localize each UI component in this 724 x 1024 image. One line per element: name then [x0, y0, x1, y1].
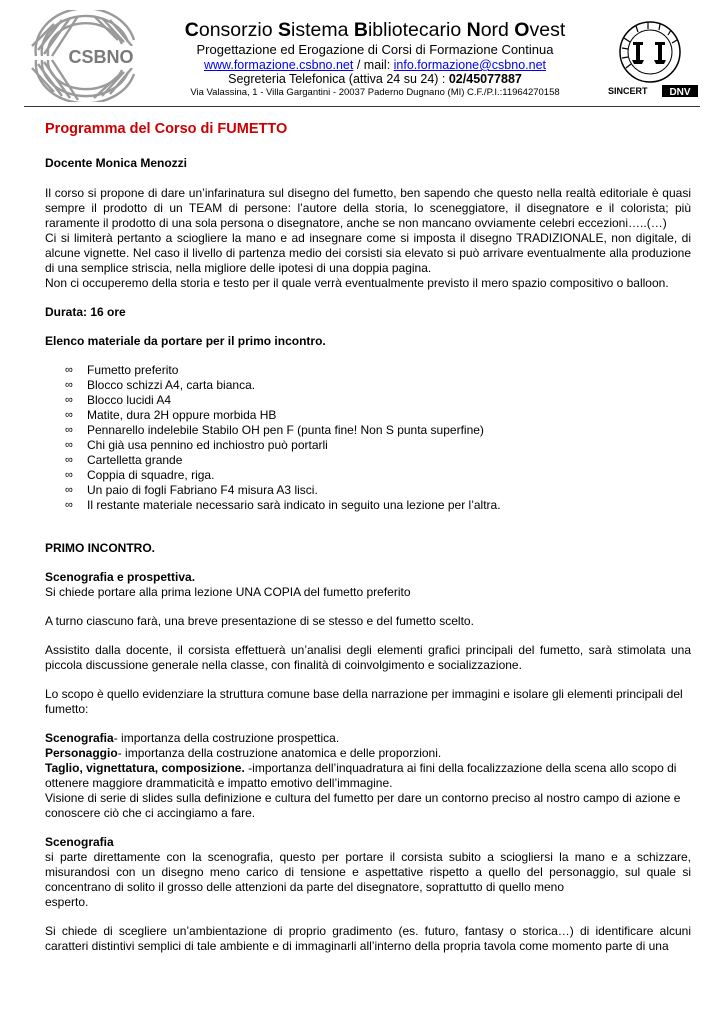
- infinity-bullet-icon: ∞: [65, 484, 73, 496]
- csbno-logo: [24, 10, 148, 102]
- logo-text: CSBNO: [68, 47, 134, 67]
- title-part: Nord: [466, 19, 515, 41]
- list-item: ∞ Chi già usa pennino ed inchiostro può portarli: [65, 438, 328, 452]
- list-item: ∞ Fumetto preferito: [65, 363, 179, 377]
- infinity-bullet-icon: ∞: [65, 394, 73, 406]
- email-link[interactable]: info.formazione@csbno.net: [393, 58, 547, 72]
- infinity-bullet-icon: ∞: [65, 469, 73, 481]
- infinity-bullet-icon: ∞: [65, 424, 73, 436]
- iso-certification-logo: [606, 18, 702, 100]
- definition-scenography: Scenografia- importanza della costruzione prospettica.: [45, 731, 340, 745]
- definition-character: Personaggio- importanza della costruzione anatomica e delle proporzioni.: [45, 746, 442, 760]
- title-part: Ovest: [514, 19, 566, 41]
- course-duration: Durata: 16 ore: [45, 305, 126, 319]
- mail-label: / mail:: [353, 58, 394, 72]
- goal-text: Lo scopo è quello evidenziare la struttura comune base della narrazione per immagini e isolare gli elementi principali del fumetto:: [45, 687, 683, 716]
- phone-label: Segreteria Telefonica (attiva 24 su 24) :: [228, 72, 449, 86]
- list-item: ∞ Il restante materiale necessario sarà indicato in seguito una lezione per l’altra.: [65, 498, 501, 512]
- intro-paragraph-2: Ci si limiterà pertanto a sciogliere la mano e ad insegnare come si imposta il disegno TRADIZIONALE, non digitale, di alcune vignette. Nel caso il livello di partenza medio dei corsisti sia elevato si può arrivare eventualmente alla produzione di una semplice striscia, nella migliore delle ipotesi di una doppia pagina.: [45, 231, 691, 275]
- list-item: ∞ Blocco schizzi A4, carta bianca.: [65, 378, 256, 392]
- first-meeting-heading: PRIMO INCONTRO.: [45, 541, 155, 555]
- scenography-text: si parte direttamente con la scenografia, questo per portare il corsista subito a sciogliersi la mano e a schizzare, misurandosi con un disegno meno carico di tensione e aspettative rispetto a quello del personaggio, sul quale si concentrano di solito il grosso delle attenzioni da parte del disegnatore, soprattutto di quello meno: [45, 850, 691, 894]
- intro-paragraph-3: Non ci occuperemo della storia e testo per il quale verrà eventualmente previsto il mero spazio compositivo o balloon.: [45, 276, 669, 290]
- comic-copy-request: Si chiede portare alla prima lezione UNA COPIA del fumetto preferito: [45, 585, 411, 599]
- infinity-bullet-icon: ∞: [65, 454, 73, 466]
- infinity-bullet-icon: ∞: [65, 364, 73, 376]
- scenography-perspective-heading: Scenografia e prospettiva.: [45, 570, 196, 584]
- list-item: ∞ Un paio di fogli Fabriano F4 misura A3 lisci.: [65, 483, 318, 497]
- analysis-text: Assistito dalla docente, il corsista effettuerà un’analisi degli elementi grafici principali del fumetto, sarà stimolata una piccola discussione generale nella classe, con finalità di coinvolgimento e socializzazione.: [45, 643, 691, 672]
- list-item: ∞ Pennarello indelebile Stabilo OH pen F (punta fine! Non S punta superfine): [65, 423, 484, 437]
- list-item: ∞ Cartelletta grande: [65, 453, 183, 467]
- materials-heading: Elenco materiale da portare per il primo incontro.: [45, 334, 326, 348]
- cert-brand-1: SINCERT: [608, 86, 648, 96]
- list-item: ∞ Blocco lucidi A4: [65, 393, 172, 407]
- address-line: Via Valassina, 1 - Villa Gargantini - 20037 Paderno Dugnano (MI) C.F./P.I.:11964270158: [190, 87, 560, 98]
- phone-line: [150, 72, 600, 87]
- definition-composition: Taglio, vignettatura, composizione. -importanza dell’inquadratura ai fini della focalizzazione della scena allo scopo di ottenere maggiore drammaticità e impatto emotivo dell’immagine.: [45, 761, 677, 790]
- scenography-text-tail: esperto.: [45, 895, 89, 909]
- materials-list: [45, 363, 691, 513]
- website-link[interactable]: www.formazione.csbno.net: [203, 58, 354, 72]
- teacher-name: Docente Monica Menozzi: [45, 156, 188, 170]
- phone-number: 02/45077887: [448, 72, 522, 86]
- title-part: Bibliotecario: [353, 19, 467, 41]
- title-part: Sistema: [277, 19, 354, 41]
- organization-subtitle: Progettazione ed Erogazione di Corsi di Formazione Continua: [196, 42, 554, 57]
- list-item: ∞ Matite, dura 2H oppure morbida HB: [65, 408, 277, 422]
- course-title: Programma del Corso di FUMETTO: [45, 121, 288, 137]
- organization-title: [150, 18, 600, 42]
- presentation-text: A turno ciascuno farà, una breve presentazione di se stesso e del fumetto scelto.: [45, 614, 474, 628]
- infinity-bullet-icon: ∞: [65, 379, 73, 391]
- infinity-bullet-icon: ∞: [65, 499, 73, 511]
- intro-paragraph-1: Il corso si propone di dare un’infarinatura sul disegno del fumetto, ben sapendo che questo nella realtà editoriale è quasi sempre il prodotto di un TEAM di persone: l’autore della storia, lo sceneggiatore, il disegnatore e il colorista; più raramente il prodotto di una sola persona o disegnatore, anche se non mancano ovviamente celebri eccezioni…..(…): [45, 186, 691, 230]
- infinity-bullet-icon: ∞: [65, 409, 73, 421]
- contact-links: [150, 58, 600, 73]
- list-item: ∞ Coppia di squadre, riga.: [65, 468, 215, 482]
- header-divider: [24, 106, 700, 107]
- cert-brand-2: DNV: [669, 87, 691, 98]
- slides-text: Visione di serie di slides sulla definizione e cultura del fumetto per dare un contorno preciso al nostro campo di azione e conoscere ciò che ci accingiamo a fare.: [45, 791, 681, 820]
- setting-text: Si chiede di scegliere un’ambientazione di proprio gradimento (es. futuro, fantasy o storica…) di identificare alcuni caratteri distintivi semplici di tale ambiente e di immaginarli all’interno della propria tavola come momento parte di una: [45, 924, 691, 953]
- scenography-heading: Scenografia: [45, 835, 114, 849]
- infinity-bullet-icon: ∞: [65, 439, 73, 451]
- title-part: Consorzio: [184, 19, 278, 41]
- course-program: [45, 120, 691, 954]
